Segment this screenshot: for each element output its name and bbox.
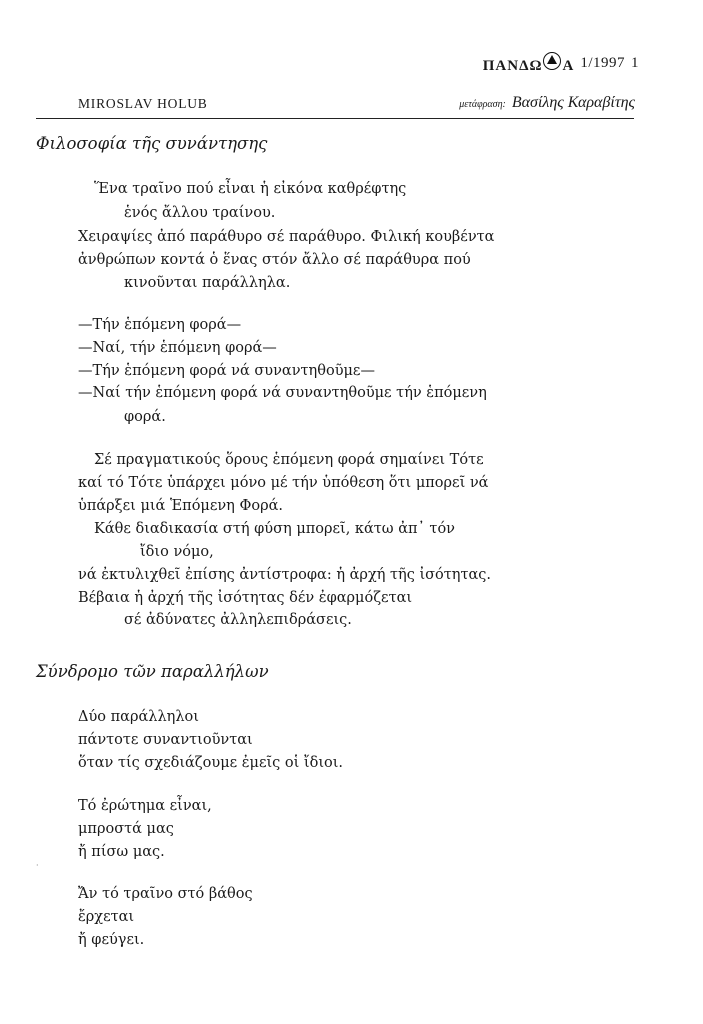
poem1-line: —Ναί τήν ἑπόμενη φορά νά συναντηθοῦμε τήν ἑπόμενη xyxy=(78,385,487,401)
poem2-line: Ἄν τό τραῖνο στό βάθος xyxy=(78,886,253,902)
poem1-line: ἴδιο νόμο, xyxy=(140,544,214,560)
translator-credit xyxy=(459,94,635,112)
poem2-line: πάντοτε συναντιοῦνται xyxy=(78,732,253,748)
journal-header xyxy=(483,52,639,75)
journal-name-right: Α xyxy=(562,58,575,74)
poem2-line: Δύο παράλληλοι xyxy=(78,709,199,725)
poem1-line: ὑπάρξει μιά Ἑπόμενη Φορά. xyxy=(78,498,284,514)
poem1-line: Σέ πραγματικούς ὅρους ἑπόμενη φορά σημαίνει Τότε xyxy=(94,452,484,468)
poem-title-syndrome-of-parallels: Σύνδρομο τῶν παραλλήλων xyxy=(36,662,269,681)
poem2-line: ἤ πίσω μας. xyxy=(78,844,165,860)
poem2-line: ὅταν τίς σχεδιάζουμε ἐμεῖς οἱ ἴδιοι. xyxy=(78,755,344,771)
poem1-line: Χειραψίες ἀπό παράθυρο σέ παράθυρο. Φιλική κουβέντα xyxy=(78,229,495,245)
poem1-line: Βέβαια ἡ ἀρχή τῆς ἰσότητας δέν ἐφαρμόζεται xyxy=(78,590,413,606)
journal-logo-icon xyxy=(543,52,561,70)
poem1-line: καί τό Τότε ὑπάρχει μόνο μέ τήν ὑπόθεση ὅτι μπορεῖ νά xyxy=(78,475,489,491)
translator-name: Βασίλης Καραβίτης xyxy=(511,94,635,111)
translator-label: μετάφραση: xyxy=(459,99,506,110)
poem2-line: ἤ φεύγει. xyxy=(78,932,145,948)
issue-number: 1/1997 xyxy=(580,55,625,71)
poem1-line: ἑνός ἄλλου τραίνου. xyxy=(124,205,276,221)
poem1-line: —Τήν ἑπόμενη φορά— xyxy=(78,317,242,333)
header-divider xyxy=(36,118,634,119)
poem-title-philosophy-of-meeting: Φιλοσοφία τῆς συνάντησης xyxy=(36,134,268,153)
poem1-line: —Τήν ἑπόμενη φορά νά συναντηθοῦμε— xyxy=(78,363,375,379)
poem1-line: ἀνθρώπων κοντά ὁ ἕνας στόν ἄλλο σέ παράθυρα πού xyxy=(78,252,471,268)
poem1-line: νά ἐκτυλιχθεῖ ἐπίσης ἀντίστροφα: ἡ ἀρχή τῆς ἰσότητας. xyxy=(78,567,492,583)
poem1-line: —Ναί, τήν ἑπόμενη φορά— xyxy=(78,340,277,356)
poem1-line: φορά. xyxy=(124,409,166,425)
poem2-line: ἔρχεται xyxy=(78,909,135,925)
author-name: MIROSLAV HOLUB xyxy=(78,96,208,111)
journal-name-left: ΠΑΝΔΩ xyxy=(482,58,543,74)
poem2-line: μπροστά μας xyxy=(78,821,174,837)
poem1-line: Ἕνα τραῖνο πού εἶναι ἡ εἰκόνα καθρέφτης xyxy=(94,181,407,197)
poem2-line: Τό ἐρώτημα εἶναι, xyxy=(78,798,212,814)
poem1-line: Κάθε διαδικασία στή φύση μπορεῖ, κάτω ἀπ᾽ τόν xyxy=(94,521,455,537)
poem1-line: σέ ἀδύνατες ἀλληλεπιδράσεις. xyxy=(124,612,352,628)
journal-name xyxy=(483,52,575,75)
poem1-line: κινοῦνται παράλληλα. xyxy=(124,275,291,291)
page-number: 1 xyxy=(631,55,639,71)
scan-speck: · xyxy=(36,861,39,870)
